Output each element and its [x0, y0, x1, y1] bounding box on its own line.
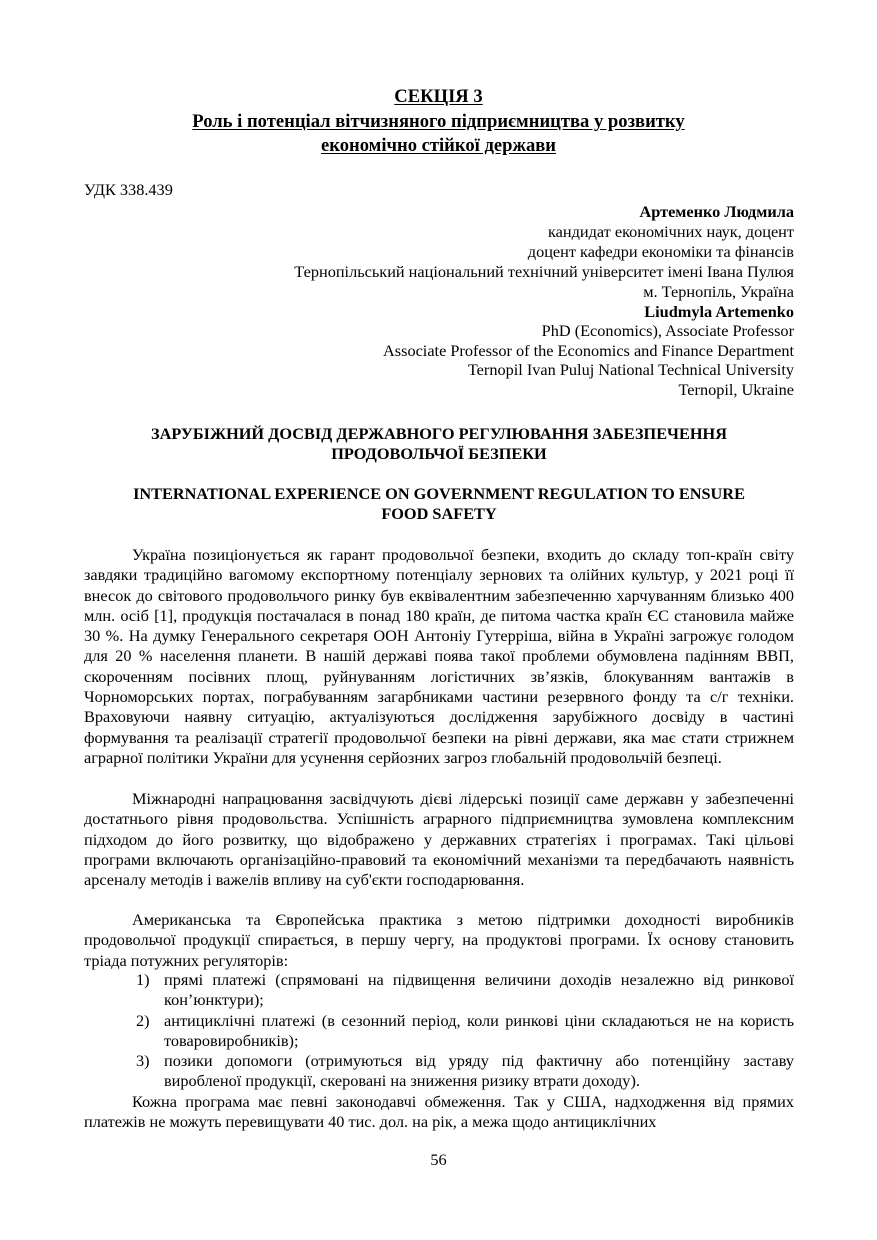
section-label: СЕКЦІЯ 3: [394, 86, 483, 107]
article-title-ua-line-2: ПРОДОВОЛЬЧОЇ БЕЗПЕКИ: [331, 444, 547, 463]
paragraph-4: Кожна програма має певні законодавчі обмеження. Так у США, надходження від прямих платежів не можуть перевищувати 40 тис. дол. на рік, а межа щодо антициклічних: [84, 1092, 794, 1132]
list-item-text: позики допомоги (отримуються від уряду під фактичну або потенційну заставу виробленої продукції, скеровані на зниження ризику втрати доходу).: [164, 1051, 794, 1091]
author-degree-ua: кандидат економічних наук, доцент: [547, 222, 794, 241]
author-name-ua: Артеменко Людмила: [639, 202, 794, 221]
list-item: [136, 970, 794, 1011]
author-city-ua: м. Тернопіль, Україна: [643, 282, 794, 301]
article-title-ua-line-1: ЗАРУБІЖНИЙ ДОСВІД ДЕРЖАВНОГО РЕГУЛЮВАННЯ ЗАБЕЗПЕЧЕННЯ: [151, 424, 727, 443]
udk-code: УДК 338.439: [84, 180, 173, 199]
author-position-ua: доцент кафедри економіки та фінансів: [527, 242, 794, 261]
author-university-ua: Тернопільський національний технічний університет імені Івана Пулюя: [294, 262, 794, 281]
list-item: [136, 1011, 794, 1052]
author-degree-en: PhD (Economics), Associate Professor: [541, 321, 794, 340]
list-item-number: 2): [136, 1010, 150, 1030]
section-title-line-1: Роль і потенціал вітчизняного підприємництва у розвитку: [192, 111, 685, 132]
paragraph-3: Американська та Європейська практика з метою підтримки доходності виробників продовольчої продукції спирається, в першу чергу, на продуктові програми. Їх основу становить тріада потужних регуляторів:: [84, 910, 794, 970]
regulators-list: [136, 970, 794, 1092]
list-item-number: 3): [136, 1051, 150, 1071]
article-title-en-line-2: FOOD SAFETY: [381, 504, 497, 523]
page-number: 56: [430, 1150, 447, 1169]
paragraph-1: Україна позиціонується як гарант продовольчої безпеки, входить до складу топ-країн світу завдяки традиційно вагомому експортному потенціалу зернових та олійних культур, у 2021 році її внесок до світового продовольчого ринку був еквівалентним забезпеченню харчуванням близько 400 млн. осіб [1], продукція постачалася в понад 180 країн, де питома частка країн ЄС становила майже 30 %. На думку Генерального секретаря ООН Антоніу Гутерріша, війна в Україні загрожує голодом для 20 % населення планети. В нашій державі поява такої проблеми обумовлена падінням ВВП, скороченням посівних площ, руйнуванням логістичних зв’язків, блокуванням вантажів в Чорноморських портах, пограбуванням загарбниками частини резервного фонду та с/г техніки. Враховуючи наявну ситуацію, актуалізуються дослідження зарубіжного досвіду в частині формування та реалізації стратегії продовольчої безпеки на рівні держави, яка має стати стрижнем аграрної політики України для усунення серйозних загроз глобальній продовольчій безпеці.: [84, 545, 794, 767]
list-item-text: антициклічні платежі (в сезонний період, коли ринкові ціни складаються не на користь товаровиробників);: [164, 1010, 794, 1050]
author-city-en: Ternopil, Ukraine: [678, 380, 794, 399]
author-position-en: Associate Professor of the Economics and Finance Department: [383, 341, 794, 360]
list-item-number: 1): [136, 970, 150, 989]
paragraph-2: Міжнародні напрацювання засвідчують дієві лідерські позиції саме державн у забезпеченні достатнього рівня продовольства. Успішність аграрного підприємництва зумовлена комплексним підходом до його розвитку, що відображено у державних стратегіях і програмах. Такі цільові програми включають організаційно-правовий та економічний механізми та передбачають наявність арсеналу методів і важелів впливу на суб'єкти господарювання.: [84, 789, 794, 890]
section-title-line-2: економічно стійкої держави: [320, 135, 557, 156]
article-title-en-line-1: INTERNATIONAL EXPERIENCE ON GOVERNMENT REGULATION TO ENSURE: [133, 484, 745, 503]
author-university-en: Ternopil Ivan Puluj National Technical University: [467, 360, 794, 379]
list-item: [136, 1051, 794, 1092]
author-name-en: Liudmyla Artemenko: [644, 302, 794, 321]
list-item-text: прямі платежі (спрямовані на підвищення величини доходів незалежно від ринкової кон’юнктури);: [164, 970, 794, 1010]
